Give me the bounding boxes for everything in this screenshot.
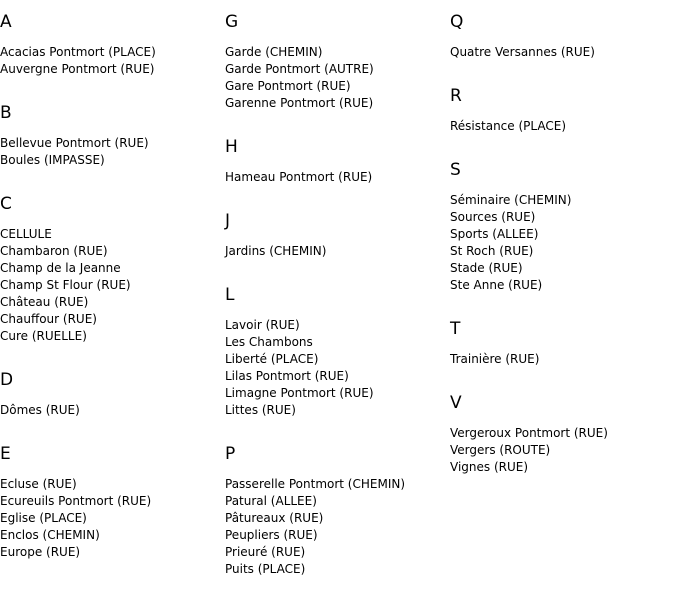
street-name: Lilas Pontmort (RUE) [225,369,349,383]
street-name: Jardins (CHEMIN) [225,244,327,258]
letter-group [225,10,450,112]
street-name: Les Chambons [225,335,313,349]
street-name: St Roch (RUE) [450,244,534,258]
street-name: Patural (ALLEE) [225,494,317,508]
street-name: Passerelle Pontmort (CHEMIN) [225,477,406,491]
letter-group [0,442,225,561]
street-name: Sources (RUE) [450,210,536,224]
street-name: Résistance (PLACE) [450,119,566,133]
street-name: Acacias Pontmort (PLACE) [0,45,156,59]
street-name: Champ de la Jeanne [0,261,121,275]
street-name: Garenne Pontmort (RUE) [225,96,374,110]
letter-heading: S [450,160,461,180]
letter-heading: L [225,285,235,305]
street-name: Quatre Versannes (RUE) [450,45,595,59]
letter-heading: E [0,444,11,464]
letter-heading: J [225,211,231,231]
street-name: Dômes (RUE) [0,403,80,417]
letter-heading: C [0,194,12,214]
street-name: Pâtureaux (RUE) [225,511,324,525]
street-name: Eglise (PLACE) [0,511,87,525]
street-name: Bellevue Pontmort (RUE) [0,136,149,150]
letter-group [450,158,675,294]
street-name: Peupliers (RUE) [225,528,318,542]
street-name: Auvergne Pontmort (RUE) [0,62,155,76]
index-column-3 [450,10,675,499]
letter-group [450,317,675,368]
letter-heading: P [225,444,236,464]
letter-group [450,84,675,135]
street-name: Ecureuils Pontmort (RUE) [0,494,152,508]
letter-heading: T [450,319,461,339]
letter-group [450,10,675,61]
letter-group [0,368,225,419]
street-name: Chambaron (RUE) [0,244,108,258]
letter-heading: H [225,137,238,157]
street-name: CELLULE [0,227,52,241]
street-name: Europe (RUE) [0,545,81,559]
street-name: Vergers (ROUTE) [450,443,551,457]
letter-heading: B [0,103,12,123]
letter-heading: V [450,393,462,413]
street-name: Hameau Pontmort (RUE) [225,170,373,184]
letter-group [225,283,450,419]
letter-heading: A [0,12,12,32]
street-name: Limagne Pontmort (RUE) [225,386,374,400]
street-name: Champ St Flour (RUE) [0,278,131,292]
street-name: Gare Pontmort (RUE) [225,79,351,93]
street-name: Stade (RUE) [450,261,523,275]
letter-heading: Q [450,12,464,32]
letter-group [0,101,225,169]
letter-group [450,391,675,476]
letter-group [225,442,450,578]
index-column-1 [0,10,225,584]
street-name: Cure (RUELLE) [0,329,87,343]
street-name: Ste Anne (RUE) [450,278,543,292]
street-name: Enclos (CHEMIN) [0,528,100,542]
street-name: Vignes (RUE) [450,460,529,474]
letter-heading: D [0,370,14,390]
street-name: Trainière (RUE) [450,352,540,366]
street-name: Château (RUE) [0,295,89,309]
street-name: Ecluse (RUE) [0,477,77,491]
street-name: Liberté (PLACE) [225,352,319,366]
street-name: Séminaire (CHEMIN) [450,193,572,207]
street-name: Lavoir (RUE) [225,318,300,332]
street-name: Vergeroux Pontmort (RUE) [450,426,608,440]
letter-heading: G [225,12,239,32]
street-name: Garde (CHEMIN) [225,45,323,59]
letter-group [0,10,225,78]
street-name: Littes (RUE) [225,403,296,417]
street-name: Puits (PLACE) [225,562,306,576]
letter-group [0,192,225,345]
letter-heading: R [450,86,462,106]
street-name: Chauffour (RUE) [0,312,97,326]
street-name: Sports (ALLEE) [450,227,539,241]
street-name: Boules (IMPASSE) [0,153,105,167]
letter-group [225,209,450,260]
index-column-2 [225,10,450,601]
street-name: Prieuré (RUE) [225,545,306,559]
letter-group [225,135,450,186]
street-name: Garde Pontmort (AUTRE) [225,62,374,76]
